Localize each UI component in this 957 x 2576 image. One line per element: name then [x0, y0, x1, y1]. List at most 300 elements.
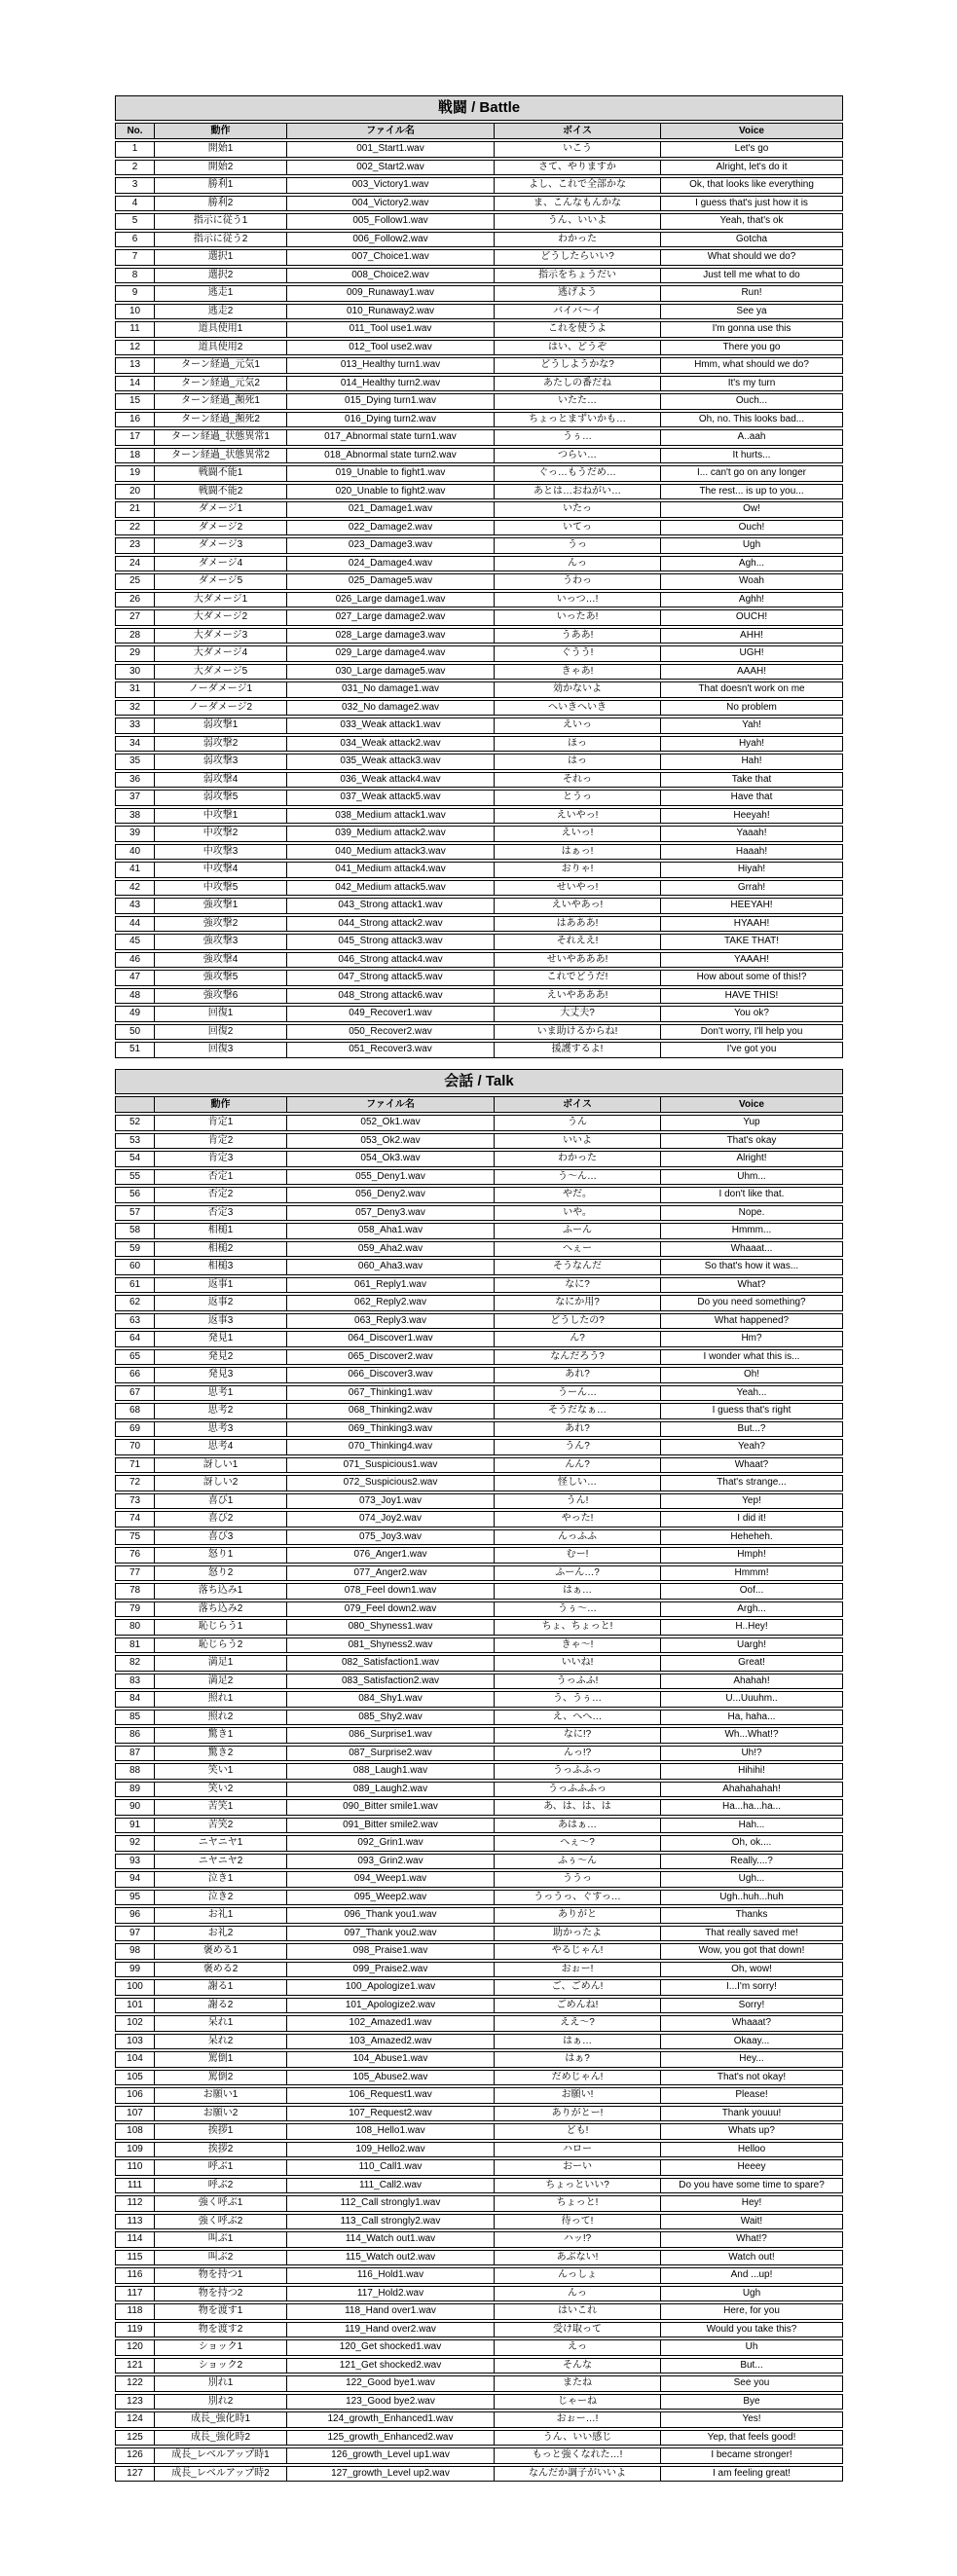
cell-voice-en: Ouch! — [738, 521, 765, 533]
cell-voice-jp: あたしの番だね — [495, 377, 661, 391]
cell-no: 46 — [116, 953, 155, 968]
cell-action: お礼1 — [155, 1908, 287, 1923]
cell-filename: 060_Aha3.wav — [287, 1260, 495, 1274]
cell-voice-jp: え、へへ… — [495, 1711, 661, 1725]
cell-action: 否定3 — [155, 1206, 287, 1221]
cell-no: 43 — [116, 899, 155, 913]
cell-action: 別れ1 — [155, 2376, 287, 2391]
cell-voice-jp: うん、いい感じ — [495, 2431, 661, 2446]
cell-voice-en: Haaah! — [735, 845, 768, 857]
cell-voice-jp: うああ! — [495, 629, 661, 644]
cell-action: 呆れ2 — [155, 2035, 287, 2049]
cell-filename: 002_Start2.wav — [287, 161, 495, 175]
table-row — [115, 1818, 843, 1834]
cell-action: 苦笑2 — [155, 1819, 287, 1833]
battle-table — [115, 95, 843, 1058]
cell-no: 13 — [116, 358, 155, 373]
cell-filename: 012_Tool use2.wav — [287, 341, 495, 355]
cell-filename: 069_Thinking3.wav — [287, 1422, 495, 1437]
header-no — [116, 1097, 155, 1112]
cell-voice-en: H..Hey! — [735, 1621, 768, 1633]
cell-action: 謝る1 — [155, 1980, 287, 1995]
cell-filename: 099_Praise2.wav — [287, 1963, 495, 1977]
cell-voice-jp: いっつ…! — [495, 593, 661, 607]
cell-action: 怒り2 — [155, 1566, 287, 1581]
cell-voice-en: Alright, let's do it — [716, 161, 788, 172]
cell-no: 75 — [116, 1530, 155, 1545]
cell-voice-jp: はい、どうぞ — [495, 341, 661, 355]
cell-filename: 114_Watch out1.wav — [287, 2232, 495, 2247]
cell-voice-jp: やるじゃん! — [495, 1944, 661, 1959]
cell-voice-en: Yup — [743, 1117, 760, 1128]
cell-voice-jp: どうしたの? — [495, 1314, 661, 1329]
table-row — [115, 2070, 843, 2086]
cell-voice-en: HYAAH! — [733, 917, 770, 929]
cell-action: ターン経過_状態異常2 — [155, 449, 287, 463]
cell-voice-en: HAVE THIS! — [724, 989, 779, 1001]
table-row — [115, 1115, 843, 1131]
cell-voice-jp: ご、ごめん! — [495, 1980, 661, 1995]
cell-no: 57 — [116, 1206, 155, 1221]
cell-voice-jp: んっ — [495, 557, 661, 571]
cell-voice-en: Ahahahahah! — [722, 1783, 781, 1794]
cell-no: 73 — [116, 1494, 155, 1509]
cell-voice-en: I guess that's just how it is — [695, 197, 808, 208]
cell-no: 47 — [116, 971, 155, 985]
table-row — [115, 609, 843, 626]
cell-filename: 062_Reply2.wav — [287, 1296, 495, 1310]
cell-filename: 055_Deny1.wav — [287, 1170, 495, 1185]
cell-filename: 027_Large damage2.wav — [287, 610, 495, 625]
cell-voice-en: Hyah! — [738, 737, 765, 749]
table-row — [115, 1998, 843, 2014]
cell-no: 85 — [116, 1711, 155, 1725]
table-row — [115, 2286, 843, 2302]
table-row — [115, 1619, 843, 1636]
cell-voice-jp: なに? — [495, 1278, 661, 1293]
cell-voice-jp: お願い! — [495, 2088, 661, 2103]
cell-voice-jp: それええ! — [495, 935, 661, 949]
cell-no: 98 — [116, 1944, 155, 1959]
cell-voice-en: Please! — [735, 2089, 768, 2101]
cell-action: 中攻撃3 — [155, 845, 287, 860]
cell-filename: 092_Grin1.wav — [287, 1836, 495, 1851]
cell-voice-jp: んっ!? — [495, 1747, 661, 1761]
cell-voice-en: AAAH! — [736, 665, 766, 677]
header-filename: ファイル名 — [287, 1097, 495, 1112]
cell-action: ダメージ3 — [155, 538, 287, 553]
cell-voice-jp: さて、やりますか — [495, 161, 661, 175]
cell-filename: 123_Good bye2.wav — [287, 2395, 495, 2410]
cell-voice-en: It hurts... — [732, 449, 771, 460]
cell-voice-en: Here, for you — [723, 2305, 780, 2317]
table-row — [115, 1421, 843, 1438]
cell-action: 強攻撃5 — [155, 971, 287, 985]
cell-voice-en: Hah! — [741, 755, 762, 767]
cell-no: 18 — [116, 449, 155, 463]
cell-voice-en: Thank youuu! — [721, 2107, 782, 2118]
cell-voice-jp: ふーん — [495, 1224, 661, 1238]
cell-no: 55 — [116, 1170, 155, 1185]
table-row — [115, 2159, 843, 2176]
cell-action: 褒める1 — [155, 1944, 287, 1959]
cell-no: 27 — [116, 610, 155, 625]
cell-voice-jp: ふぅ〜ん — [495, 1855, 661, 1869]
table-row — [115, 1403, 843, 1419]
cell-voice-jp: どうしたらいい? — [495, 250, 661, 265]
cell-no: 65 — [116, 1350, 155, 1365]
cell-voice-en: I'm gonna use this — [712, 323, 791, 335]
cell-no: 34 — [116, 737, 155, 752]
cell-action: 発見3 — [155, 1368, 287, 1382]
cell-filename: 017_Abnormal state turn1.wav — [287, 430, 495, 445]
cell-filename: 078_Feel down1.wav — [287, 1584, 495, 1599]
cell-no: 74 — [116, 1512, 155, 1527]
cell-voice-en: Run! — [741, 287, 762, 299]
cell-voice-jp: そんな — [495, 2359, 661, 2374]
cell-action: 回復3 — [155, 1043, 287, 1057]
cell-filename: 070_Thinking4.wav — [287, 1440, 495, 1454]
cell-filename: 100_Apologize1.wav — [287, 1980, 495, 1995]
table-row — [115, 1962, 843, 1978]
table-row — [115, 2231, 843, 2248]
cell-action: 肯定1 — [155, 1116, 287, 1130]
cell-filename: 053_Ok2.wav — [287, 1134, 495, 1149]
cell-voice-jp: ぐうう! — [495, 646, 661, 661]
table-row — [115, 393, 843, 410]
cell-action: 褒める2 — [155, 1963, 287, 1977]
cell-voice-en: Wait! — [740, 2215, 763, 2226]
cell-filename: 088_Laugh1.wav — [287, 1764, 495, 1779]
cell-no: 2 — [116, 161, 155, 175]
cell-voice-jp: はぁ… — [495, 2035, 661, 2049]
cell-action: 罵倒1 — [155, 2052, 287, 2067]
cell-filename: 021_Damage1.wav — [287, 502, 495, 517]
cell-no: 1 — [116, 142, 155, 157]
table-row — [115, 1223, 843, 1239]
table-row — [115, 1565, 843, 1582]
cell-action: ノーダメージ1 — [155, 682, 287, 697]
table-row — [115, 1926, 843, 1942]
cell-action: 恥じらう2 — [155, 1638, 287, 1653]
cell-action: 恥じらう1 — [155, 1620, 287, 1635]
cell-no: 103 — [116, 2035, 155, 2049]
cell-no: 84 — [116, 1692, 155, 1707]
cell-voice-en: Ugh..huh...huh — [719, 1891, 784, 1902]
cell-voice-en: Alright! — [736, 1153, 767, 1164]
cell-filename: 046_Strong attack4.wav — [287, 953, 495, 968]
cell-filename: 112_Call strongly1.wav — [287, 2196, 495, 2211]
cell-filename: 031_No damage1.wav — [287, 682, 495, 697]
cell-filename: 061_Reply1.wav — [287, 1278, 495, 1293]
cell-action: 思考4 — [155, 1440, 287, 1454]
cell-voice-en: Uh!? — [741, 1747, 762, 1758]
cell-no: 23 — [116, 538, 155, 553]
cell-filename: 110_Call1.wav — [287, 2160, 495, 2175]
cell-filename: 003_Victory1.wav — [287, 178, 495, 193]
cell-action: 物を持つ1 — [155, 2268, 287, 2283]
cell-filename: 029_Large damage4.wav — [287, 646, 495, 661]
cell-voice-jp: どうしようかな? — [495, 358, 661, 373]
cell-filename: 074_Joy2.wav — [287, 1512, 495, 1527]
cell-filename: 086_Surprise1.wav — [287, 1728, 495, 1743]
cell-no: 3 — [116, 178, 155, 193]
cell-voice-jp: ハッ!? — [495, 2232, 661, 2247]
cell-voice-jp: うっうっ、ぐすっ… — [495, 1891, 661, 1905]
cell-filename: 058_Aha1.wav — [287, 1224, 495, 1238]
cell-voice-en: That doesn't work on me — [698, 683, 805, 695]
cell-voice-en: Whaaat... — [730, 1242, 773, 1254]
cell-action: 強攻撃2 — [155, 917, 287, 932]
cell-voice-en: TAKE THAT! — [723, 936, 780, 947]
table-row — [115, 1854, 843, 1870]
table-row — [115, 2339, 843, 2356]
cell-no: 112 — [116, 2196, 155, 2211]
cell-voice-en: Oh, ok.... — [731, 1837, 772, 1849]
cell-voice-en: It's my turn — [727, 377, 776, 388]
cell-voice-jp: なんだろう? — [495, 1350, 661, 1365]
cell-filename: 103_Amazed2.wav — [287, 2035, 495, 2049]
cell-voice-en: Great! — [738, 1657, 765, 1669]
cell-voice-en: Do you have some time to spare? — [679, 2179, 825, 2190]
cell-filename: 042_Medium attack5.wav — [287, 881, 495, 896]
table-row — [115, 573, 843, 590]
cell-action: ターン経過_状態異常1 — [155, 430, 287, 445]
cell-voice-jp: おーい — [495, 2160, 661, 2175]
cell-action: ダメージ4 — [155, 557, 287, 571]
cell-voice-en: What should we do? — [707, 251, 796, 263]
cell-voice-en: OUCH! — [735, 611, 768, 623]
cell-voice-en: That's not okay! — [717, 2071, 787, 2082]
cell-action: 返事3 — [155, 1314, 287, 1329]
table-row — [115, 376, 843, 392]
cell-voice-en: Ouch... — [735, 395, 768, 407]
cell-no: 45 — [116, 935, 155, 949]
cell-action: 中攻撃1 — [155, 809, 287, 824]
cell-voice-en: UGH! — [739, 647, 764, 659]
cell-voice-jp: うん? — [495, 1440, 661, 1454]
table-row — [115, 2195, 843, 2212]
table-row — [115, 1151, 843, 1167]
cell-filename: 075_Joy3.wav — [287, 1530, 495, 1545]
cell-filename: 120_Get shocked1.wav — [287, 2340, 495, 2355]
table-row — [115, 2303, 843, 2320]
cell-filename: 073_Joy1.wav — [287, 1494, 495, 1509]
cell-voice-en: Oof... — [739, 1585, 764, 1597]
cell-voice-jp: なんだか調子がいいよ — [495, 2467, 661, 2482]
table-row — [115, 1457, 843, 1474]
cell-filename: 066_Discover3.wav — [287, 1368, 495, 1382]
table-row — [115, 700, 843, 717]
cell-action: 強攻撃1 — [155, 899, 287, 913]
cell-action: 成長_レベルアップ時2 — [155, 2467, 287, 2482]
cell-voice-en: Hmmm! — [734, 1566, 769, 1578]
cell-no: 12 — [116, 341, 155, 355]
cell-filename: 065_Discover2.wav — [287, 1350, 495, 1365]
talk-rows — [115, 1115, 843, 2482]
cell-voice-jp: へぇ〜? — [495, 1836, 661, 1851]
cell-voice-en: Oh, wow! — [731, 1963, 772, 1974]
cell-voice-en: That's okay — [726, 1134, 777, 1146]
cell-voice-en: Okaay... — [733, 2035, 770, 2046]
cell-action: 弱攻撃2 — [155, 737, 287, 752]
cell-voice-jp: いま助けるからね! — [495, 1025, 661, 1040]
cell-voice-en: Yeah... — [736, 1386, 767, 1398]
cell-voice-en: I became stronger! — [711, 2449, 792, 2461]
cell-filename: 048_Strong attack6.wav — [287, 989, 495, 1004]
cell-voice-jp: またね — [495, 2376, 661, 2391]
cell-voice-jp: いたっ — [495, 502, 661, 517]
cell-no: 81 — [116, 1638, 155, 1653]
cell-filename: 043_Strong attack1.wav — [287, 899, 495, 913]
cell-filename: 121_Get shocked2.wav — [287, 2359, 495, 2374]
cell-voice-jp: うん — [495, 1116, 661, 1130]
cell-voice-jp: 受け取って — [495, 2323, 661, 2337]
cell-action: 道具使用1 — [155, 322, 287, 337]
cell-no: 31 — [116, 682, 155, 697]
cell-voice-en: Ha...ha...ha... — [721, 1801, 782, 1813]
cell-action: 叫ぶ1 — [155, 2232, 287, 2247]
cell-voice-jp: これでどうだ! — [495, 971, 661, 985]
cell-voice-en: Ha, haha... — [727, 1711, 776, 1722]
cell-voice-jp: ちょっとまずいかも… — [495, 413, 661, 427]
table-row — [115, 1583, 843, 1600]
cell-filename: 022_Damage2.wav — [287, 521, 495, 535]
cell-voice-jp: うっふふ! — [495, 1674, 661, 1689]
cell-voice-jp: あはぁ… — [495, 1819, 661, 1833]
cell-voice-jp: おぉー…! — [495, 2412, 661, 2427]
cell-no: 70 — [116, 1440, 155, 1454]
cell-no: 64 — [116, 1332, 155, 1346]
table-row — [115, 357, 843, 374]
cell-action: ショック1 — [155, 2340, 287, 2355]
header-action: 動作 — [155, 1097, 287, 1112]
cell-action: 物を持つ2 — [155, 2287, 287, 2301]
cell-filename: 076_Anger1.wav — [287, 1548, 495, 1563]
cell-no: 41 — [116, 863, 155, 877]
table-row — [115, 1835, 843, 1852]
table-row — [115, 2051, 843, 2068]
cell-voice-en: Yeah? — [738, 1441, 765, 1453]
cell-voice-jp: ううっ — [495, 1872, 661, 1887]
cell-no: 109 — [116, 2143, 155, 2157]
cell-action: ダメージ2 — [155, 521, 287, 535]
cell-action: 強く呼ぶ2 — [155, 2215, 287, 2229]
cell-voice-en: I did it! — [737, 1513, 766, 1525]
cell-voice-en: Ok, that looks like everything — [689, 179, 814, 191]
cell-voice-jp: あれ? — [495, 1368, 661, 1382]
cell-action: 照れ1 — [155, 1692, 287, 1707]
table-row — [115, 321, 843, 338]
cell-no: 87 — [116, 1747, 155, 1761]
cell-filename: 106_Request1.wav — [287, 2088, 495, 2103]
cell-voice-en: Yep! — [742, 1494, 761, 1506]
cell-filename: 052_Ok1.wav — [287, 1116, 495, 1130]
cell-filename: 010_Runaway2.wav — [287, 305, 495, 319]
cell-voice-jp: だめじゃん! — [495, 2071, 661, 2085]
cell-no: 40 — [116, 845, 155, 860]
cell-no: 79 — [116, 1602, 155, 1617]
cell-action: 相槌1 — [155, 1224, 287, 1238]
cell-voice-jp: 待って! — [495, 2215, 661, 2229]
cell-filename: 083_Satisfaction2.wav — [287, 1674, 495, 1689]
cell-voice-jp: ま、こんなもんかな — [495, 197, 661, 211]
cell-voice-jp: やった! — [495, 1512, 661, 1527]
cell-voice-jp: うっ — [495, 538, 661, 553]
cell-filename: 105_Abuse2.wav — [287, 2071, 495, 2085]
cell-filename: 072_Suspicious2.wav — [287, 1476, 495, 1490]
cell-no: 49 — [116, 1007, 155, 1021]
cell-filename: 102_Amazed1.wav — [287, 2016, 495, 2031]
table-row — [115, 1601, 843, 1618]
cell-no: 32 — [116, 701, 155, 716]
table-row — [115, 664, 843, 681]
header-voice-jp: ボイス — [495, 1097, 661, 1112]
cell-voice-en: Would you take this? — [706, 2323, 797, 2335]
cell-no: 16 — [116, 413, 155, 427]
cell-no: 44 — [116, 917, 155, 932]
cell-action: 驚き1 — [155, 1728, 287, 1743]
cell-no: 54 — [116, 1152, 155, 1166]
cell-no: 86 — [116, 1728, 155, 1743]
cell-voice-jp: つらい… — [495, 449, 661, 463]
cell-filename: 077_Anger2.wav — [287, 1566, 495, 1581]
cell-voice-jp: ありがとー! — [495, 2107, 661, 2121]
cell-voice-jp: んっしょ — [495, 2268, 661, 2283]
cell-filename: 051_Recover3.wav — [287, 1043, 495, 1057]
cell-voice-jp: うん、いいよ — [495, 214, 661, 229]
cell-voice-en: Thanks — [735, 1909, 768, 1921]
cell-voice-jp: ごめんね! — [495, 1999, 661, 2013]
cell-filename: 111_Call2.wav — [287, 2179, 495, 2193]
talk-table — [115, 1069, 843, 2482]
table-row — [115, 1763, 843, 1780]
cell-filename: 020_Unable to fight2.wav — [287, 485, 495, 499]
cell-filename: 050_Recover2.wav — [287, 1025, 495, 1040]
cell-voice-jp: いたた… — [495, 394, 661, 409]
cell-voice-en: I've got you — [726, 1044, 777, 1055]
cell-action: 強く呼ぶ1 — [155, 2196, 287, 2211]
table-row — [115, 1349, 843, 1366]
table-row — [115, 1133, 843, 1150]
cell-filename: 101_Apologize2.wav — [287, 1999, 495, 2013]
cell-no: 62 — [116, 1296, 155, 1310]
cell-action: 怒り1 — [155, 1548, 287, 1563]
cell-filename: 116_Hold1.wav — [287, 2268, 495, 2283]
cell-voice-en: I don't like that. — [718, 1189, 785, 1200]
cell-no: 76 — [116, 1548, 155, 1563]
cell-action: 中攻撃4 — [155, 863, 287, 877]
cell-voice-jp: あれ? — [495, 1422, 661, 1437]
table-row — [115, 1169, 843, 1186]
cell-no: 20 — [116, 485, 155, 499]
cell-filename: 007_Choice1.wav — [287, 250, 495, 265]
cell-no: 33 — [116, 718, 155, 733]
cell-voice-en: Just tell me what to do — [703, 269, 800, 280]
cell-no: 92 — [116, 1836, 155, 1851]
table-row — [115, 268, 843, 284]
cell-voice-en: Really....? — [730, 1855, 773, 1866]
cell-voice-en: No problem — [726, 701, 777, 713]
cell-voice-en: I am feeling great! — [712, 2467, 791, 2479]
cell-voice-en: A..aah — [737, 431, 766, 443]
cell-filename: 026_Large damage1.wav — [287, 593, 495, 607]
cell-action: 返事1 — [155, 1278, 287, 1293]
cell-action: 喜び2 — [155, 1512, 287, 1527]
cell-action: 選択1 — [155, 250, 287, 265]
cell-action: 思考1 — [155, 1386, 287, 1401]
cell-voice-jp: へぇー — [495, 1242, 661, 1257]
